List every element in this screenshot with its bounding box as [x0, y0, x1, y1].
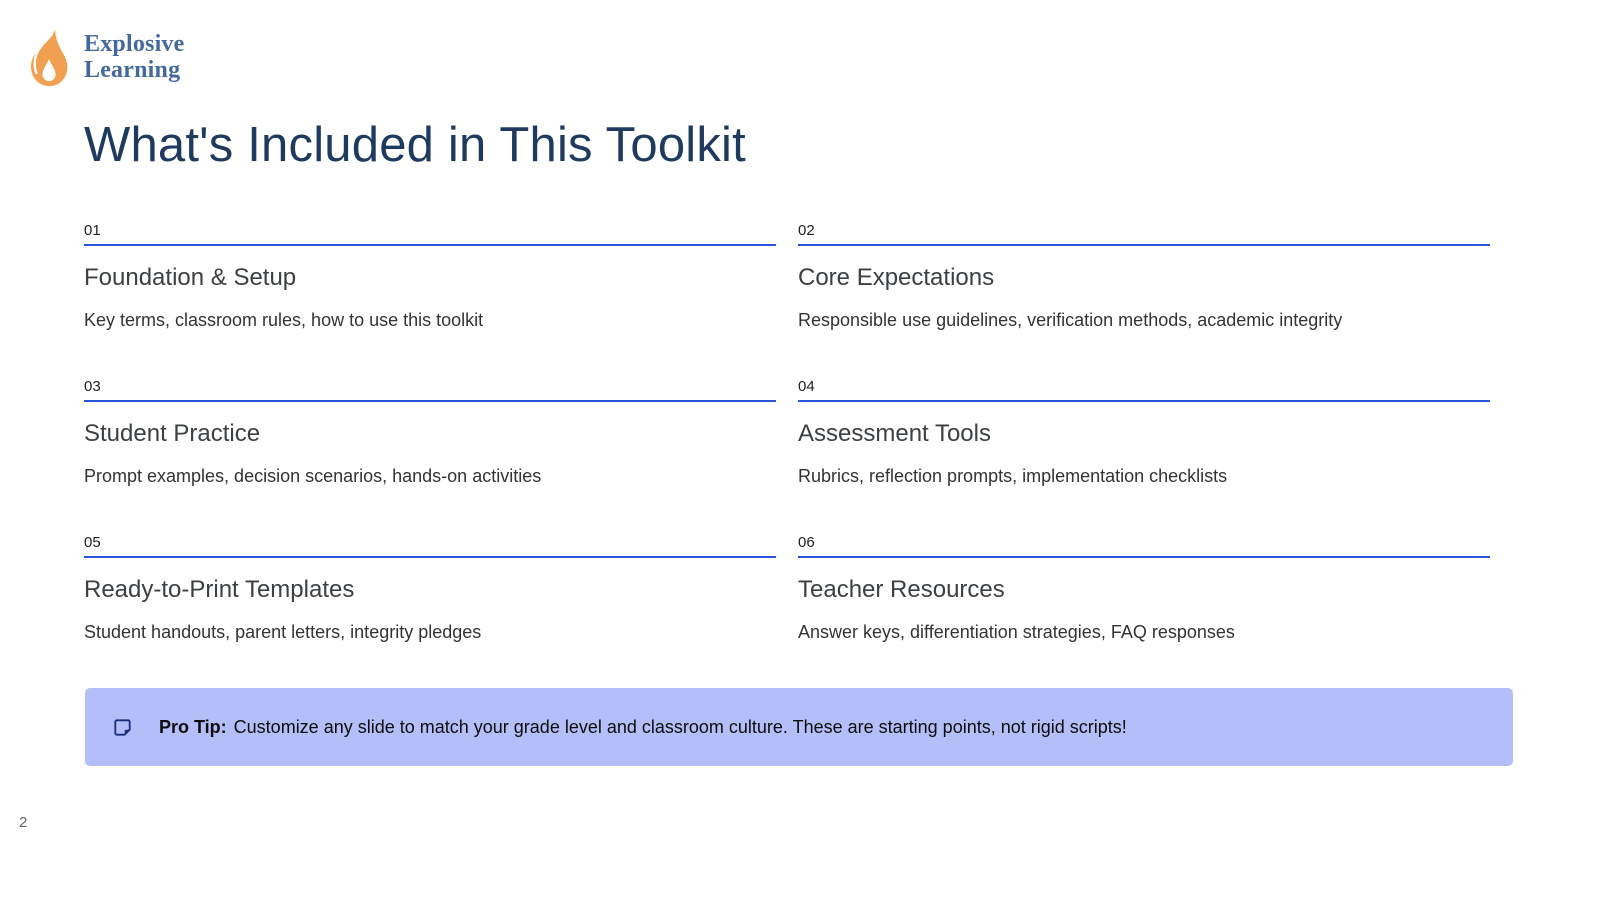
item-divider [84, 244, 776, 246]
logo-line-2: Learning [84, 57, 181, 83]
item-number: 01 [84, 222, 101, 239]
toolkit-item-02 [798, 222, 1490, 332]
item-divider [84, 400, 776, 402]
item-heading: Ready-to-Print Templates [84, 576, 355, 603]
item-number: 06 [798, 534, 815, 551]
logo-text [84, 31, 184, 83]
item-heading: Teacher Resources [798, 576, 1005, 603]
toolkit-items-grid [84, 222, 1490, 644]
toolkit-item-04 [798, 378, 1490, 488]
pro-tip-text [159, 715, 1127, 739]
item-number: 02 [798, 222, 815, 239]
toolkit-item-01 [84, 222, 776, 332]
pro-tip-label: Pro Tip: [159, 717, 227, 737]
page-number: 2 [19, 814, 28, 831]
item-heading: Foundation & Setup [84, 264, 297, 291]
logo [26, 24, 184, 90]
toolkit-item-03 [84, 378, 776, 488]
flame-icon [26, 24, 72, 90]
item-divider [798, 400, 1490, 402]
item-description: Responsible use guidelines, verification methods, academic integrity [798, 310, 1343, 330]
item-heading: Student Practice [84, 420, 261, 447]
page-title: What's Included in This Toolkit [84, 118, 746, 172]
toolkit-item-05 [84, 534, 776, 644]
pro-tip-callout [85, 688, 1513, 766]
item-divider [84, 556, 776, 558]
logo-line-1: Explosive [84, 31, 185, 57]
item-heading: Assessment Tools [798, 420, 991, 447]
item-description: Student handouts, parent letters, integrity pledges [84, 622, 482, 642]
item-description: Key terms, classroom rules, how to use this toolkit [84, 310, 484, 330]
item-number: 05 [84, 534, 101, 551]
item-divider [798, 556, 1490, 558]
item-divider [798, 244, 1490, 246]
item-number: 04 [798, 378, 815, 395]
sticky-note-icon [111, 716, 134, 739]
item-description: Prompt examples, decision scenarios, hands-on activities [84, 466, 542, 486]
item-description: Rubrics, reflection prompts, implementation checklists [798, 466, 1228, 486]
item-heading: Core Expectations [798, 264, 995, 291]
item-number: 03 [84, 378, 101, 395]
toolkit-item-06 [798, 534, 1490, 644]
pro-tip-body: Customize any slide to match your grade level and classroom culture. These are starting points, not rigid scripts! [233, 717, 1127, 737]
item-description: Answer keys, differentiation strategies, FAQ responses [798, 622, 1235, 642]
